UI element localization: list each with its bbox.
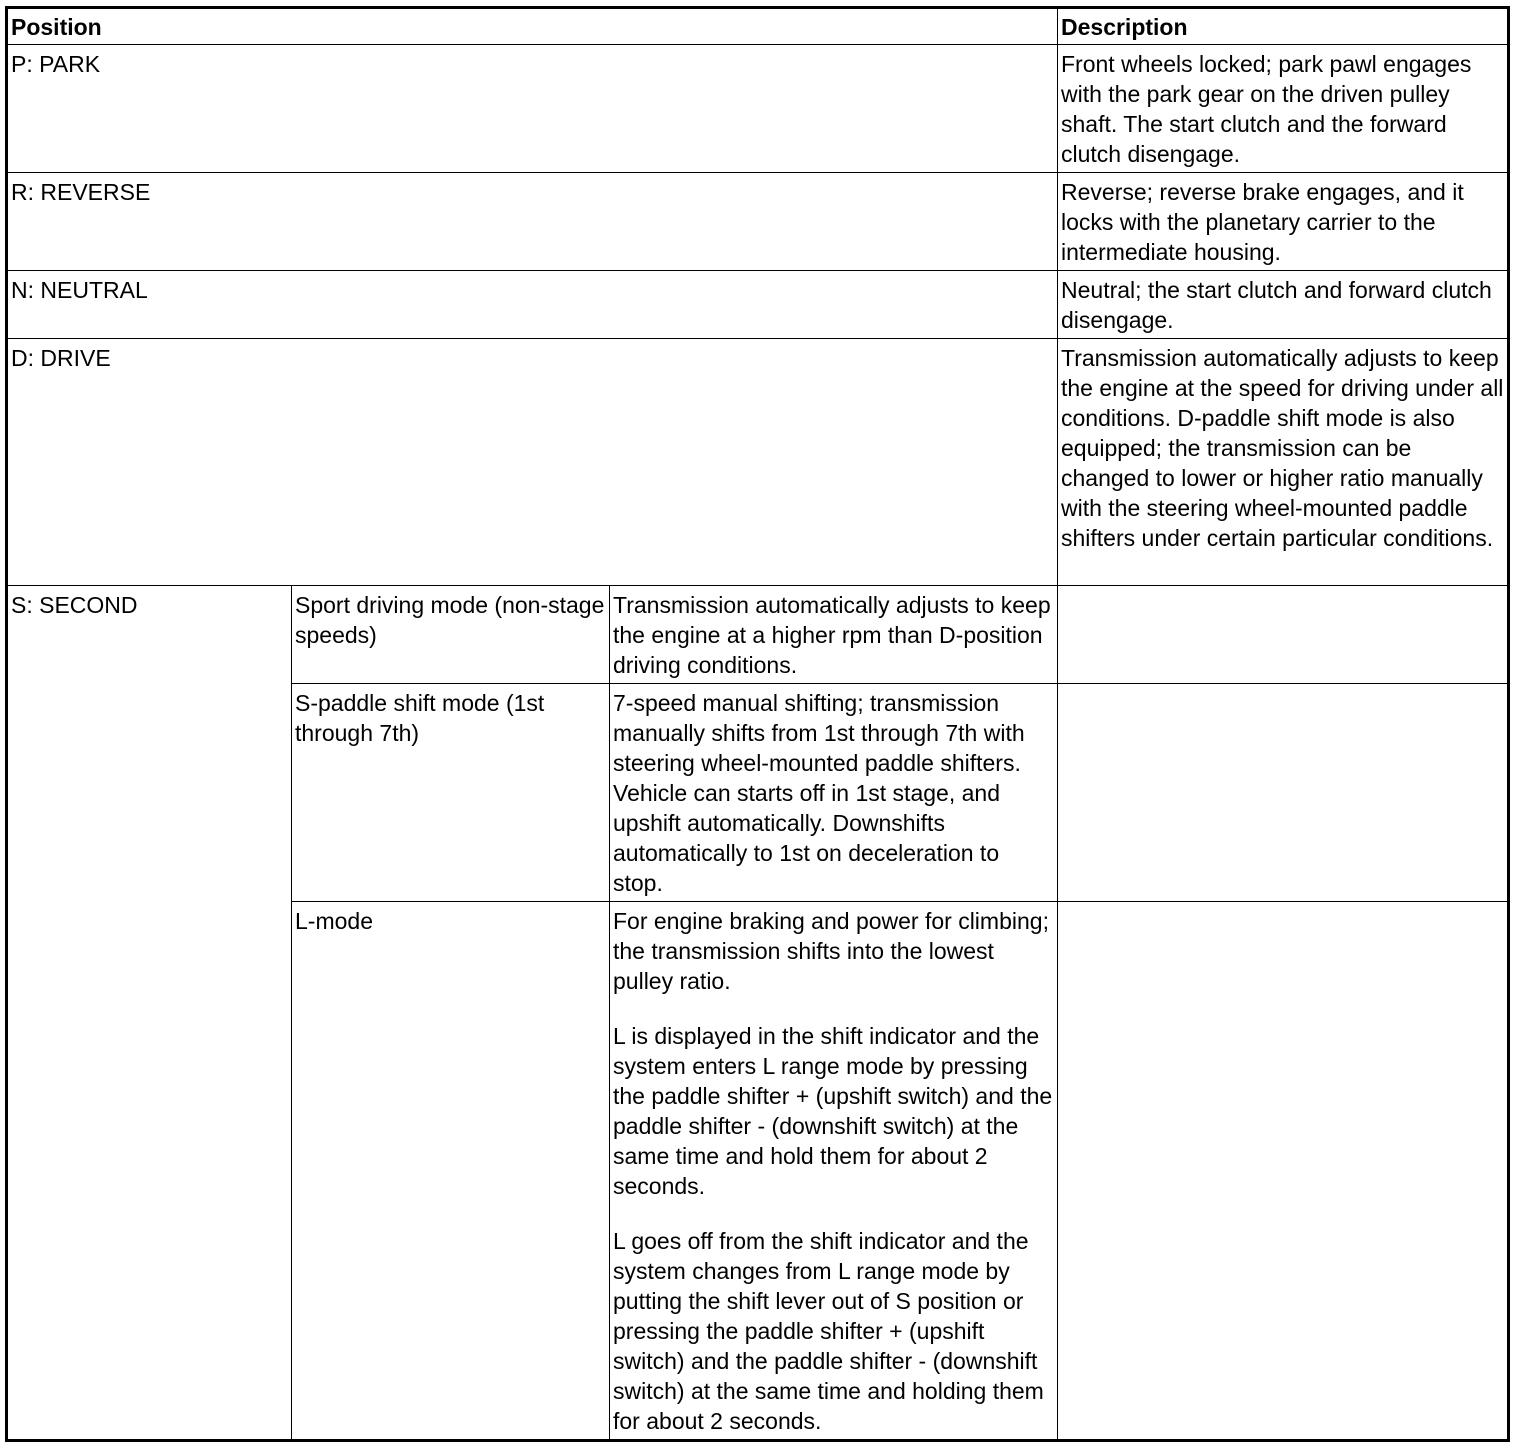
position-neutral: N: NEUTRAL [7, 271, 1058, 339]
description-drive: Transmission automatically adjusts to keep the engine at the speed for driving under all conditions. D-paddle shift mode is also equipped; the transmission can be changed to lower or higher ratio manually with the steering wheel-mounted paddle shifters under certain particular conditions. [1058, 339, 1509, 586]
position-second: S: SECOND [7, 586, 292, 1441]
description-sport-driving [1058, 586, 1509, 684]
position-park: P: PARK [7, 45, 1058, 173]
detail-l-mode [610, 902, 1058, 1441]
detail-sport-driving: Transmission automatically adjusts to keep the engine at a higher rpm than D-position driving conditions. [610, 586, 1058, 684]
table-row-second-sport [7, 586, 1509, 684]
shift-position-table [5, 6, 1510, 1442]
description-neutral: Neutral; the start clutch and forward clutch disengage. [1058, 271, 1509, 339]
mode-sport-driving: Sport driving mode (non-stage speeds) [292, 586, 610, 684]
l-mode-paragraph: L is displayed in the shift indicator and the system enters L range mode by pressing the paddle shifter + (upshift switch) and the paddle shifter - (downshift switch) at the same time and hold them for about 2 seconds. [613, 1023, 1053, 1199]
description-s-paddle-shift [1058, 684, 1509, 902]
mode-s-paddle-shift: S-paddle shift mode (1st through 7th) [292, 684, 610, 902]
description-l-mode [1058, 902, 1509, 1441]
table-row-drive [7, 339, 1509, 586]
position-drive: D: DRIVE [7, 339, 1058, 586]
table-header-row [7, 8, 1509, 45]
detail-s-paddle-shift: 7-speed manual shifting; transmission manually shifts from 1st through 7th with steering wheel-mounted paddle shifters. Vehicle can starts off in 1st stage, and upshift automatically. Downshifts automatically to 1st on deceleration to stop. [610, 684, 1058, 902]
position-reverse: R: REVERSE [7, 173, 1058, 271]
mode-l-mode: L-mode [292, 902, 610, 1441]
description-park: Front wheels locked; park pawl engages with the park gear on the driven pulley shaft. The start clutch and the forward clutch disengage. [1058, 45, 1509, 173]
description-reverse: Reverse; reverse brake engages, and it locks with the planetary carrier to the intermediate housing. [1058, 173, 1509, 271]
table-row-neutral [7, 271, 1509, 339]
table-row-park [7, 45, 1509, 173]
l-mode-paragraph: L goes off from the shift indicator and the system changes from L range mode by putting the shift lever out of S position or pressing the paddle shifter + (upshift switch) and the paddle shifter - (downshift switch) at the same time and holding them for about 2 seconds. [613, 1228, 1044, 1434]
table-row-reverse [7, 173, 1509, 271]
l-mode-paragraph: For engine braking and power for climbing; the transmission shifts into the lowest pulley ratio. [613, 908, 1049, 994]
header-description: Description [1058, 8, 1509, 45]
header-position: Position [7, 8, 1058, 45]
